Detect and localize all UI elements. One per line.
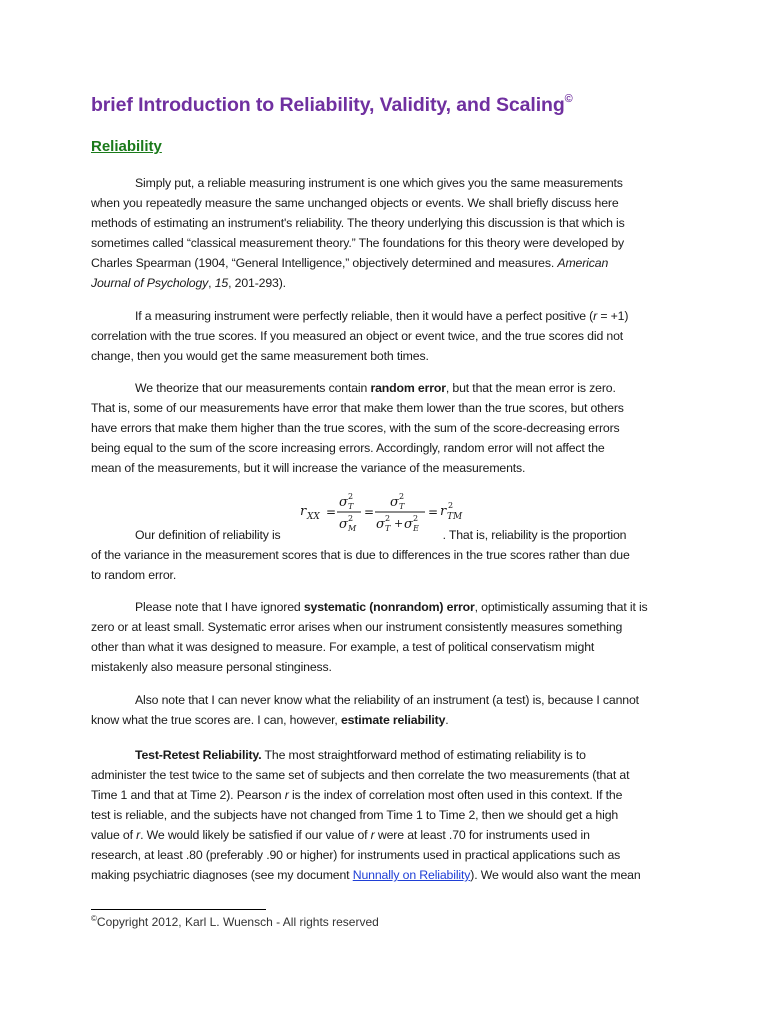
svg-text:σ: σ	[390, 495, 399, 510]
svg-text:2: 2	[413, 514, 419, 523]
svg-text:σ: σ	[376, 517, 385, 532]
svg-text:2: 2	[348, 514, 354, 523]
paragraph: Test-Retest Reliability. The most straightforward method of estimating reliability is to administer the test twice to the same set of subjects and then correlate the two measurements (that at Time 1 and that at Time 2). Pearson r is the index of correlation most often used in this context. If the test is reliable, and the subjects have not changed from Time 1 to Time 2, then we should get a high value of r. We would likely be satisfied if our value of r were at least .70 for instruments used in research, at least .80 (preferably .90 or higher) for instruments used in practical applications such as making psychiatric diagnoses (see my document Nunnally on Reliability). We would also want the mean	[91, 748, 641, 882]
page-title: brief Introduction to Reliability, Validity, and Scaling©	[91, 92, 573, 116]
footnote-divider	[91, 909, 266, 910]
svg-text:E: E	[413, 524, 419, 533]
svg-text:=: =	[428, 505, 439, 519]
svg-text:+: +	[394, 517, 404, 530]
paragraph: We theorize that our measurements contain random error, but that the mean error is zero. That is, some of our measurements have error that make them lower than the true scores, but others have errors that make them higher than the true scores, with the sum of the score-decreasing errors being equal to the sum of the score increasing errors. Accordingly, random error will not affect the mean of the measurements, but it will increase the variance of the measurements.	[91, 381, 624, 475]
svg-text:2: 2	[399, 492, 405, 501]
footnote: ©Copyright 2012, Karl L. Wuensch - All rights reserved	[91, 914, 379, 929]
svg-text:T: T	[385, 524, 391, 533]
paragraph: Simply put, a reliable measuring instrument is one which gives you the same measurements when you repeatedly measure the same unchanged objects or events. We shall briefly discuss here methods of estimating an instrument's reliability. The theory underlying this discussion is that which is sometimes called “classical measurement theory.” The foundations for this theory were developed by Charles Spearman (1904, “General Intelligence,” objectively determined and measures. American Journal of Psychology, 15, 201-293).	[91, 176, 625, 290]
svg-text:=: =	[364, 505, 375, 519]
section-heading: Reliability	[91, 138, 162, 155]
svg-text:T: T	[399, 502, 405, 511]
svg-text:TM: TM	[447, 512, 463, 522]
svg-text:σ: σ	[339, 495, 348, 510]
svg-text:2: 2	[385, 514, 391, 523]
svg-text:2: 2	[348, 492, 354, 501]
paragraph: Also note that I can never know what the reliability of an instrument (a test) is, because I cannot know what the true scores are. I can, however, estimate reliability.	[91, 693, 639, 727]
paragraph: If a measuring instrument were perfectly reliable, then it would have a perfect positive (r = +1) correlation with the true scores. If you measured an object or event twice, and the true scores did not change, then you would get the same measurement both times.	[91, 309, 629, 363]
svg-text:2: 2	[448, 501, 454, 510]
paragraph: Please note that I have ignored systematic (nonrandom) error, optimistically assuming that it is zero or at least small. Systematic error arises when our instrument consistently measures something other than what it was designed to measure. For example, a test of political conservatism might mistakenly also measure personal stinginess.	[91, 600, 648, 674]
svg-text:T: T	[348, 502, 354, 511]
paragraph: Our definition of reliability is . That is, reliability is the proportion of the variance in the measurement scores that is due to differences in the true scores rather than due to random error.	[91, 528, 630, 582]
svg-text:r: r	[440, 504, 447, 519]
svg-text:M: M	[348, 524, 357, 533]
svg-text:σ: σ	[339, 517, 348, 532]
svg-text:r: r	[300, 504, 307, 519]
nunnally-link[interactable]: Nunnally on Reliability	[352, 868, 471, 882]
svg-text:σ: σ	[404, 517, 413, 532]
svg-text:=: =	[326, 505, 337, 519]
footnote-marker[interactable]: ©	[564, 92, 573, 105]
svg-text:XX: XX	[307, 512, 320, 522]
